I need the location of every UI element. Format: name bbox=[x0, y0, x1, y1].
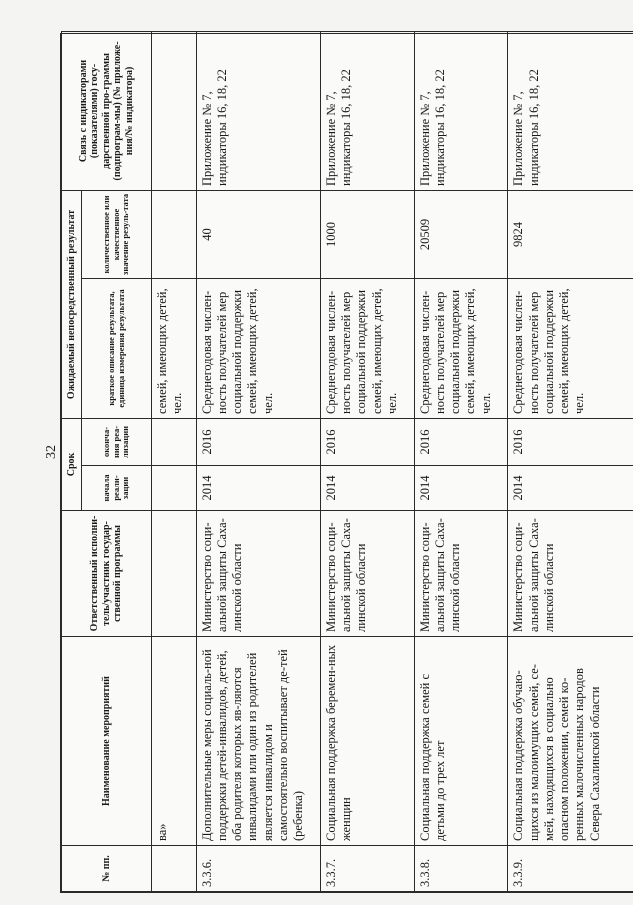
table-row bbox=[196, 31, 320, 891]
row-measure-name: Социальная поддержка семей с детьми до трех лет bbox=[414, 637, 508, 846]
row-indicator-link: Приложение № 7, индикаторы 16, 18, 22 bbox=[414, 31, 508, 190]
row-indicator-link: Приложение № 7, индикаторы 16, 18, 22 bbox=[320, 31, 414, 190]
row-result-value: 9824 bbox=[508, 190, 633, 278]
row-number: 3.3.7. bbox=[320, 846, 414, 892]
row-measure-name: Социальная поддержка обучаю-щихся из малоимущих семей, се-мей, находящихся в социально опасном положении, семей ко-ренных малочисленных народов Севера Сахалинской области bbox=[508, 637, 633, 846]
row-responsible: Министерство соци-альной защиты Саха-линской области bbox=[508, 511, 633, 637]
header-expected-result: Ожидаемый непосредственный результат bbox=[62, 190, 82, 418]
row-end-year: 2016 bbox=[196, 418, 320, 465]
row-result-description: Среднегодовая числен-ность получателей мер социальной поддержки семей, имеющих детей, чел. bbox=[320, 278, 414, 418]
header-number: № пп. bbox=[62, 846, 152, 892]
continuation-value bbox=[152, 190, 197, 278]
header-result-description: краткое описание результата, единица измерения результата bbox=[82, 278, 152, 418]
row-indicator-link: Приложение № 7, индикаторы 16, 18, 22 bbox=[508, 31, 633, 190]
row-responsible: Министерство соци-альной защиты Саха-линской области bbox=[320, 511, 414, 637]
row-number: 3.3.6. bbox=[196, 846, 320, 892]
row-indicator-link: Приложение № 7, индикаторы 16, 18, 22 bbox=[196, 31, 320, 190]
header-indicator-link: Связь с индикаторами (показателями) госу-дарственной про-граммы (подпрограм-мы) (№ приложе-ния/№ индикатора) bbox=[62, 31, 152, 190]
page-number: 32 bbox=[44, 445, 59, 459]
continuation-row bbox=[152, 31, 197, 891]
row-number: 3.3.8. bbox=[414, 846, 508, 892]
continuation-responsible bbox=[152, 511, 197, 637]
row-measure-name: Дополнительные меры социаль-ной поддержки детей-инвалидов, детей, оба родителя которых яв-ляются инвалидами или один из родителей является инвалидом и самостоятельно воспитывает де-тей (ребенка) bbox=[196, 637, 320, 846]
row-result-value: 1000 bbox=[320, 190, 414, 278]
continuation-end bbox=[152, 418, 197, 465]
continuation-result-description: семей, имеющих детей, чел. bbox=[152, 278, 197, 418]
row-start-year: 2014 bbox=[508, 466, 633, 511]
row-responsible: Министерство соци-альной защиты Саха-линской области bbox=[414, 511, 508, 637]
row-result-value: 20509 bbox=[414, 190, 508, 278]
measures-table-page bbox=[60, 33, 633, 893]
row-result-description: Среднегодовая числен-ность получателей мер социальной поддержки семей, имеющих детей, чел. bbox=[414, 278, 508, 418]
row-number: 3.3.9. bbox=[508, 846, 633, 892]
row-start-year: 2014 bbox=[414, 466, 508, 511]
continuation-link bbox=[152, 31, 197, 190]
continuation-number bbox=[152, 846, 197, 892]
row-result-description: Среднегодовая числен-ность получателей мер социальной поддержки семей, имеющих детей, чел. bbox=[196, 278, 320, 418]
header-term: Срок bbox=[62, 418, 82, 510]
row-start-year: 2014 bbox=[196, 466, 320, 511]
row-end-year: 2016 bbox=[414, 418, 508, 465]
row-measure-name: Социальная поддержка беремен-ных женщин bbox=[320, 637, 414, 846]
row-start-year: 2014 bbox=[320, 466, 414, 511]
table-row bbox=[320, 31, 414, 891]
header-start: начала реали-зации bbox=[82, 466, 152, 511]
row-responsible: Министерство соци-альной защиты Саха-линской области bbox=[196, 511, 320, 637]
header-measure-name: Наименование мероприятий bbox=[62, 637, 152, 846]
header-result-value: количественное или качественное значение резуль-тата bbox=[82, 190, 152, 278]
measures-table bbox=[61, 31, 633, 892]
row-result-description: Среднегодовая числен-ность получателей мер социальной поддержки семей, имеющих детей, чел. bbox=[508, 278, 633, 418]
continuation-start bbox=[152, 466, 197, 511]
row-result-value: 40 bbox=[196, 190, 320, 278]
row-end-year: 2016 bbox=[320, 418, 414, 465]
table-row bbox=[414, 31, 508, 891]
table-row bbox=[508, 31, 633, 891]
header-responsible: Ответственный исполни-тель/участник государ-ственной программы bbox=[62, 511, 152, 637]
row-end-year: 2016 bbox=[508, 418, 633, 465]
continuation-name: ва» bbox=[152, 637, 197, 846]
header-end: оконча-ния реа-лизации bbox=[82, 418, 152, 465]
